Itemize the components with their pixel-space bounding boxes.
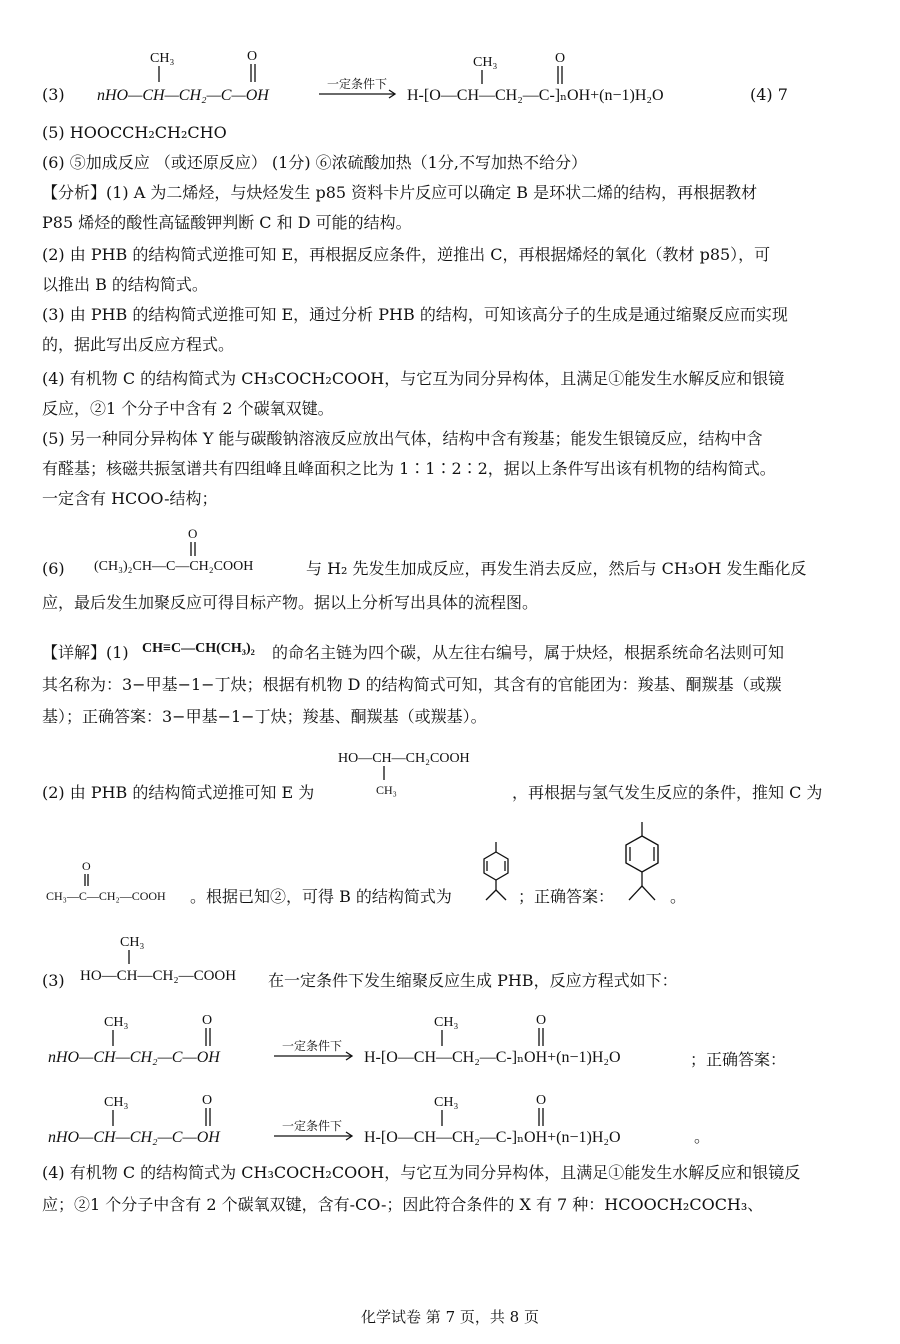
detail-head: 【详解】(1) [42,643,129,662]
page-footer: 化学试卷 第 7 页，共 8 页 [361,1308,539,1326]
e-methyl-label: CH₃ [376,783,397,797]
detail2-tail: ，再根据与氢气发生反应的条件，推知 C 为 [512,783,823,802]
product-methyl-label: CH₃ [434,1015,459,1030]
b-structure-drawing [472,838,522,910]
keto-acid-formula: (CH₃)₂CH—C—CH₂COOH [94,559,254,574]
polycondensation-reaction-top [95,44,735,114]
detail-text: 的命名主链为四个碳，从左往右编号，属于炔烃，根据系统命名法则可知 [272,643,785,662]
carbonyl-o-label: O [247,49,258,64]
product-formula: H-[O—CH—CH₂—C-]ₙOH+(n−1)H₂O [364,1049,621,1066]
q6-analysis-text: 应，最后发生加聚反应可得目标产物。据以上分析写出具体的流程图。 [42,593,539,612]
reactant-formula: nHO—CH—CH₂—C—OH [48,1129,220,1146]
analysis-line: 一定含有 HCOO-结构； [42,489,218,508]
analysis-line: 【分析】(1) A 为二烯烃，与炔烃发生 p85 资料卡片反应可以确定 B 是环状二烯的结构，再根据教材 [42,183,758,202]
reactant-formula: nHO—CH—CH₂—C—OH [48,1049,220,1066]
c-carbonyl-o: O [82,859,91,873]
detail3-text: 在一定条件下发生缩聚反应生成 PHB，反应方程式如下： [268,971,678,990]
product-carbonyl-o: O [555,51,566,66]
analysis-line: P85 烯烃的酸性高锰酸钾判断 C 和 D 可能的结构。 [42,213,412,232]
reaction-condition: 一定条件下 [327,77,388,91]
keto-o-label: O [188,526,198,541]
detail3-suffix: ；正确答案： [690,1050,787,1069]
analysis-line: (3) 由 PHB 的结构简式逆推可知 E，通过分析 PHB 的结构，可知该高分子的生成是通过缩聚反应而实现 [42,305,788,324]
alkyne-structure [140,632,280,662]
carbonyl-o-label: O [202,1093,213,1108]
carbonyl-o-label: O [202,1013,213,1028]
analysis-line: (2) 由 PHB 的结构简式逆推可知 E，再根据反应条件，逆推出 C，再根据烯烃的氧化（教材 p85），可 [42,245,771,264]
c-formula: CH₃—C—CH₂—COOH [46,889,166,903]
detail2-end: 。 [670,887,687,906]
c-structure [44,856,194,912]
analysis-line: 的，据此写出反应方程式。 [42,335,235,354]
q6-answer: (6) ⑤加成反应 （或还原反应） (1分) ⑥浓硫酸加热（1分,不写加热不给分） [42,153,587,172]
detail3-number: (3) [42,971,65,990]
methyl-label: CH₃ [104,1095,129,1110]
q4-answer: (4) 7 [750,85,788,104]
alkyne-formula: CH≡C—CH(CH₃)₂ [142,641,255,656]
detail-text: 其名称为：3−甲基−1−丁炔；根据有机物 D 的结构简式可知，其含有的官能团为：羧基、酮羰基（或羰 [42,675,782,694]
analysis-line: (5) 另一种同分异构体 Y 能与碳酸钠溶液反应放出气体，结构中含有羧基；能发生银镜反应，结构中含 [42,429,763,448]
product-formula: H-[O—CH—CH₂—C-]ₙOH+(n−1)H₂O [407,87,664,104]
b-structure-answer [614,818,674,914]
methyl-label: CH₃ [104,1015,129,1030]
q3-number: (3) [42,85,65,104]
methyl-label: CH₃ [150,51,175,66]
product-formula: H-[O—CH—CH₂—C-]ₙOH+(n−1)H₂O [364,1129,621,1146]
analysis-line: 反应，②1 个分子中含有 2 个碳氧双键。 [42,399,334,418]
product-methyl-label: CH₃ [473,55,498,70]
analysis-line: 有醛基；核磁共振氢谱共有四组峰且峰面积之比为 1∶1∶2∶2，据以上条件写出该有机物的结构简式。 [42,459,776,478]
analysis-line: 以推出 B 的结构简式。 [42,275,208,294]
detail2-mid: 。根据已知②，可得 B 的结构简式为 [190,887,452,906]
e-formula: HO—CH—CH₂COOH [338,751,470,766]
q6-analysis-number: (6) [42,559,65,578]
q6-analysis-text: 与 H₂ 先发生加成反应，再发生消去反应，然后与 CH₃OH 发生酯化反 [306,559,807,578]
period: 。 [694,1129,711,1146]
methyl-label: CH₃ [120,935,145,950]
reactant-formula: nHO—CH—CH₂—C—OH [97,87,269,104]
detail-text: 基）；正确答案：3−甲基−1−丁炔；羧基、酮羰基（或羰基）。 [42,707,487,726]
detail2-answer: ；正确答案： [518,887,615,906]
hydroxy-acid-structure [76,930,266,990]
detail2-lead: (2) 由 PHB 的结构简式逆推可知 E 为 [42,783,315,802]
polycondensation-reaction-1 [46,1006,686,1072]
reaction-condition: 一定条件下 [282,1039,343,1053]
detail4-line: 应；②1 个分子中含有 2 个碳氧双键，含有-CO-；因此符合条件的 X 有 7 种：HCOOCH₂COCH₃、 [42,1195,764,1214]
analysis-line: (4) 有机物 C 的结构简式为 CH₃COCH₂COOH，与它互为同分异构体，且满足①能发生水解反应和银镜 [42,369,785,388]
product-carbonyl-o: O [536,1093,547,1108]
polycondensation-reaction-2 [46,1086,711,1152]
detail4-line: (4) 有机物 C 的结构简式为 CH₃COCH₂COOH，与它互为同分异构体，且满足①能发生水解反应和银镜反 [42,1163,801,1182]
e-structure [336,742,506,802]
hydroxy-acid-formula: HO—CH—CH₂—COOH [80,968,237,984]
reaction-condition: 一定条件下 [282,1119,343,1133]
keto-acid-structure [92,526,312,586]
q5-answer: (5) HOOCCH₂CH₂CHO [42,123,227,142]
product-methyl-label: CH₃ [434,1095,459,1110]
product-carbonyl-o: O [536,1013,547,1028]
